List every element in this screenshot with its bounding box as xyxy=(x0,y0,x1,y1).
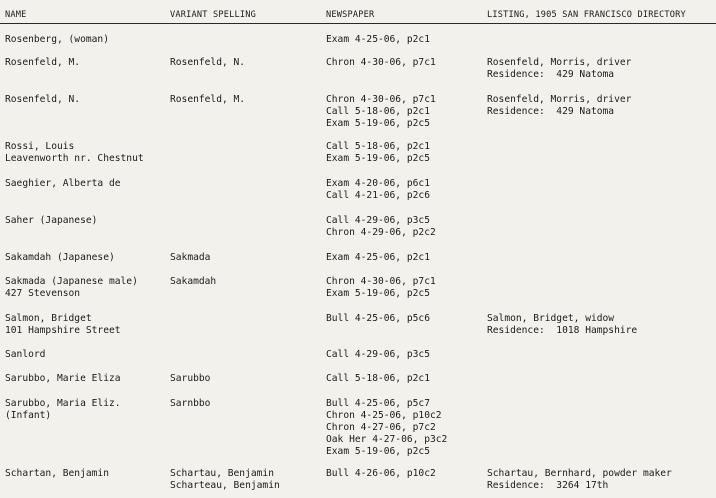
newspaper-cell: Exam 5-19-06, p2c5 xyxy=(326,446,430,457)
newspaper-cell: Exam 4-20-06, p6c1 xyxy=(326,178,430,189)
listing-cell: Residence: 429 Natoma xyxy=(487,106,615,117)
listing-cell: Rosenfeld, Morris, driver xyxy=(487,57,632,68)
name-cell: Sakamdah (Japanese) xyxy=(5,252,115,263)
newspaper-cell: Bull 4-26-06, p10c2 xyxy=(326,468,436,479)
name-cell: Sarubbo, Marie Eliza xyxy=(5,373,121,384)
variant-cell: Sakamdah xyxy=(170,276,217,287)
listing-cell: Rosenfeld, Morris, driver xyxy=(487,94,632,105)
header-newspaper: NEWSPAPER xyxy=(326,10,375,20)
header-rule xyxy=(0,23,716,24)
listing-cell: Residence: 3264 17th xyxy=(487,480,609,491)
variant-cell: Schartau, Benjamin xyxy=(170,468,274,479)
newspaper-cell: Call 4-29-06, p3c5 xyxy=(326,349,430,360)
name-cell: 427 Stevenson xyxy=(5,288,81,299)
name-cell: 101 Hampshire Street xyxy=(5,325,121,336)
newspaper-cell: Exam 4-25-06, p2c1 xyxy=(326,252,430,263)
listing-cell: Salmon, Bridget, widow xyxy=(487,313,615,324)
newspaper-cell: Call 4-21-06, p2c6 xyxy=(326,190,430,201)
name-cell: Rossi, Louis xyxy=(5,141,75,152)
listing-cell: Residence: 1018 Hampshire xyxy=(487,325,638,336)
name-cell: Sakmada (Japanese male) xyxy=(5,276,138,287)
newspaper-cell: Call 5-18-06, p2c1 xyxy=(326,106,430,117)
newspaper-cell: Bull 4-25-06, p5c6 xyxy=(326,313,430,324)
newspaper-cell: Chron 4-27-06, p7c2 xyxy=(326,422,436,433)
newspaper-cell: Chron 4-30-06, p7c1 xyxy=(326,276,436,287)
newspaper-cell: Chron 4-29-06, p2c2 xyxy=(326,227,436,238)
listing-cell: Residence: 429 Natoma xyxy=(487,69,615,80)
name-cell: Rosenfeld, M. xyxy=(5,57,81,68)
newspaper-cell: Call 5-18-06, p2c1 xyxy=(326,141,430,152)
newspaper-cell: Call 5-18-06, p2c1 xyxy=(326,373,430,384)
newspaper-cell: Exam 5-19-06, p2c5 xyxy=(326,288,430,299)
name-cell: Schartan, Benjamin xyxy=(5,468,109,479)
newspaper-cell: Chron 4-25-06, p10c2 xyxy=(326,410,442,421)
name-cell: Salmon, Bridget xyxy=(5,313,92,324)
variant-cell: Rosenfeld, M. xyxy=(170,94,246,105)
name-cell: Rosenfeld, N. xyxy=(5,94,81,105)
header-listing: LISTING, 1905 SAN FRANCISCO DIRECTORY xyxy=(487,10,686,20)
variant-cell: Sarubbo xyxy=(170,373,211,384)
variant-cell: Rosenfeld, N. xyxy=(170,57,246,68)
header-name: NAME xyxy=(5,10,27,20)
newspaper-cell: Exam 5-19-06, p2c5 xyxy=(326,153,430,164)
newspaper-cell: Chron 4-30-06, p7c1 xyxy=(326,57,436,68)
variant-cell: Sakmada xyxy=(170,252,211,263)
name-cell: Sanlord xyxy=(5,349,46,360)
variant-cell: Scharteau, Benjamin xyxy=(170,480,280,491)
header-variant-spelling: VARIANT SPELLING xyxy=(170,10,256,20)
name-cell: Rosenberg, (woman) xyxy=(5,34,109,45)
newspaper-cell: Chron 4-30-06, p7c1 xyxy=(326,94,436,105)
name-cell: Leavenworth nr. Chestnut xyxy=(5,153,144,164)
newspaper-cell: Exam 5-19-06, p2c5 xyxy=(326,118,430,129)
name-cell: Saeghier, Alberta de xyxy=(5,178,121,189)
listing-cell: Schartau, Bernhard, powder maker xyxy=(487,468,672,479)
newspaper-cell: Oak Her 4-27-06, p3c2 xyxy=(326,434,448,445)
name-cell: Saher (Japanese) xyxy=(5,215,98,226)
newspaper-cell: Exam 4-25-06, p2c1 xyxy=(326,34,430,45)
name-cell: (Infant) xyxy=(5,410,52,421)
newspaper-cell: Call 4-29-06, p3c5 xyxy=(326,215,430,226)
variant-cell: Sarnbbo xyxy=(170,398,211,409)
newspaper-cell: Bull 4-25-06, p5c7 xyxy=(326,398,430,409)
name-cell: Sarubbo, Maria Eliz. xyxy=(5,398,121,409)
